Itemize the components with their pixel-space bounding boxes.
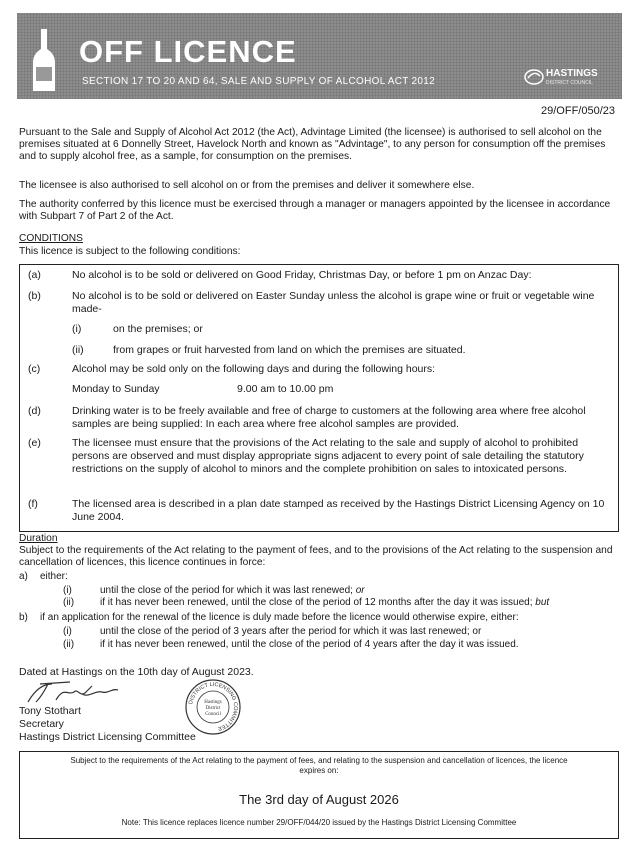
condition-text: No alcohol is to be sold or delivered on Good Friday, Christmas Day, or before 1 pm on Anzac Day: [72,269,532,281]
dated-line: Dated at Hastings on the 10th day of August 2023. [19,666,254,678]
committee-seal-icon [184,678,242,736]
duration-b-label: b) [19,612,28,623]
council-logo-icon [524,67,544,87]
duration-a-i-label: (i) [63,585,72,596]
conditions-intro: This licence is subject to the following conditions: [19,246,241,257]
licence-header-banner [17,13,622,99]
condition-text: The licensee must ensure that the provisions of the Act relating to the sale and supply of alcohol to prohibited persons are observed and must display appropriate signs adjacent to every point of sale detailing the statutory restrictions on the supply of alcohol to minors and the complete prohibition on sales to intoxicated persons. [72,437,584,475]
licence-subtitle: SECTION 17 TO 20 AND 64, SALE AND SUPPLY OF ALCOHOL ACT 2012 [82,76,435,87]
condition-label: (e) [28,437,41,449]
sub-condition-text: from grapes or fruit harvested from land on which the premises are situated. [113,344,466,356]
logo-name: HASTINGS [546,68,598,79]
duration-a-label: a) [19,571,28,582]
logo-subtext: DISTRICT COUNCIL [546,80,593,86]
duration-intro: Subject to the requirements of the Act relating to the payment of fees, and to the provisions of the Act relating to the suspension and cancellation of licences, this licence continues in force: [19,545,613,569]
duration-b-i-text: until the close of the period of 3 years after the period for which it was last renewed; or [100,626,482,637]
seal-center-line: Council [205,712,221,717]
trading-days: Monday to Sunday [72,383,160,395]
hastings-logo [524,63,610,93]
seal-center-line: District [205,706,221,711]
duration-a-i-text: until the close of the period for which it was last renewed; or [100,585,365,596]
intro-paragraph-3: The authority conferred by this licence must be exercised through a manager or managers appointed by the licensee in accordance with Subpart 7 of Part 2 of the Act. [19,199,611,223]
sub-condition-label: (i) [72,323,82,335]
licence-title: OFF LICENCE [79,34,297,69]
conditions-box [19,264,619,532]
signatory-role: Secretary [19,718,64,730]
duration-b-i-label: (i) [63,626,72,637]
duration-b-ii-text: if it has never been renewed, until the close of the period of 4 years after the day it was issued. [100,639,519,650]
expiry-date: The 3rd day of August 2026 [239,792,399,807]
condition-label: (b) [28,290,41,302]
condition-label: (f) [28,498,38,510]
duration-b-text: if an application for the renewal of the licence is duly made before the licence would otherwise expire, either: [40,612,519,623]
signatory-name: Tony Stothart [19,705,81,717]
sub-condition-label: (ii) [72,344,84,356]
expiry-notice: Subject to the requirements of the Act relating to the payment of fees, and relating to the suspension and cancellation of licences, the licence [70,756,568,765]
conditions-heading: CONDITIONS [19,233,83,244]
condition-label: (d) [28,405,41,417]
signature-icon [22,680,122,706]
wine-bottle-icon [31,29,57,93]
duration-heading: Duration [19,533,58,544]
intro-paragraph-1: Pursuant to the Sale and Supply of Alcohol Act 2012 (the Act), Advintage Limited (the licensee) is authorised to sell alcohol on the premises situated at 6 Donnelly Street, Havelock North and known as "Advintage", to any person for consumption off the premises and to supply alcohol free, as a sample, for consumption on the premises. [19,127,606,163]
replacement-note: Note: This licence replaces licence number 29/OFF/044/20 issued by the Hastings District Licensing Committee [121,818,517,827]
seal-ring-text: DISTRICT LICENSING COMMITTEE [188,681,239,732]
condition-label: (c) [28,363,41,375]
condition-label: (a) [28,269,41,281]
duration-a-ii-text: if it has never been renewed, until the close of the period of 12 months after the day it was issued; but [100,597,550,608]
duration-b-ii-label: (ii) [63,639,75,650]
seal-center-line: Hastings [204,700,222,705]
sub-condition-text: on the premises; or [113,323,203,335]
duration-a-text: either: [40,571,68,582]
committee-name: Hastings District Licensing Committee [19,731,196,743]
trading-hours: 9.00 am to 10.00 pm [237,383,334,395]
expiry-notice-continued: expires on: [299,766,339,775]
condition-text: Alcohol may be sold only on the following days and during the following hours: [72,363,436,375]
duration-a-ii-label: (ii) [63,597,75,608]
licence-reference-number: 29/OFF/050/23 [541,105,615,117]
condition-text: The licensed area is described in a plan date stamped as received by the Hastings District Licensing Agency on 10 June 2004. [72,498,605,523]
condition-text: Drinking water is to be freely available and free of charge to customers at the following area where free alcohol samples are being supplied: In each area where free alcohol samples are provided. [72,405,586,430]
intro-paragraph-2: The licensee is also authorised to sell alcohol on or from the premises and deliver it somewhere else. [19,180,475,191]
expiry-box [19,751,619,839]
condition-text: No alcohol is to be sold or delivered on Easter Sunday unless the alcohol is grape wine or fruit or vegetable wine made- [72,290,595,315]
